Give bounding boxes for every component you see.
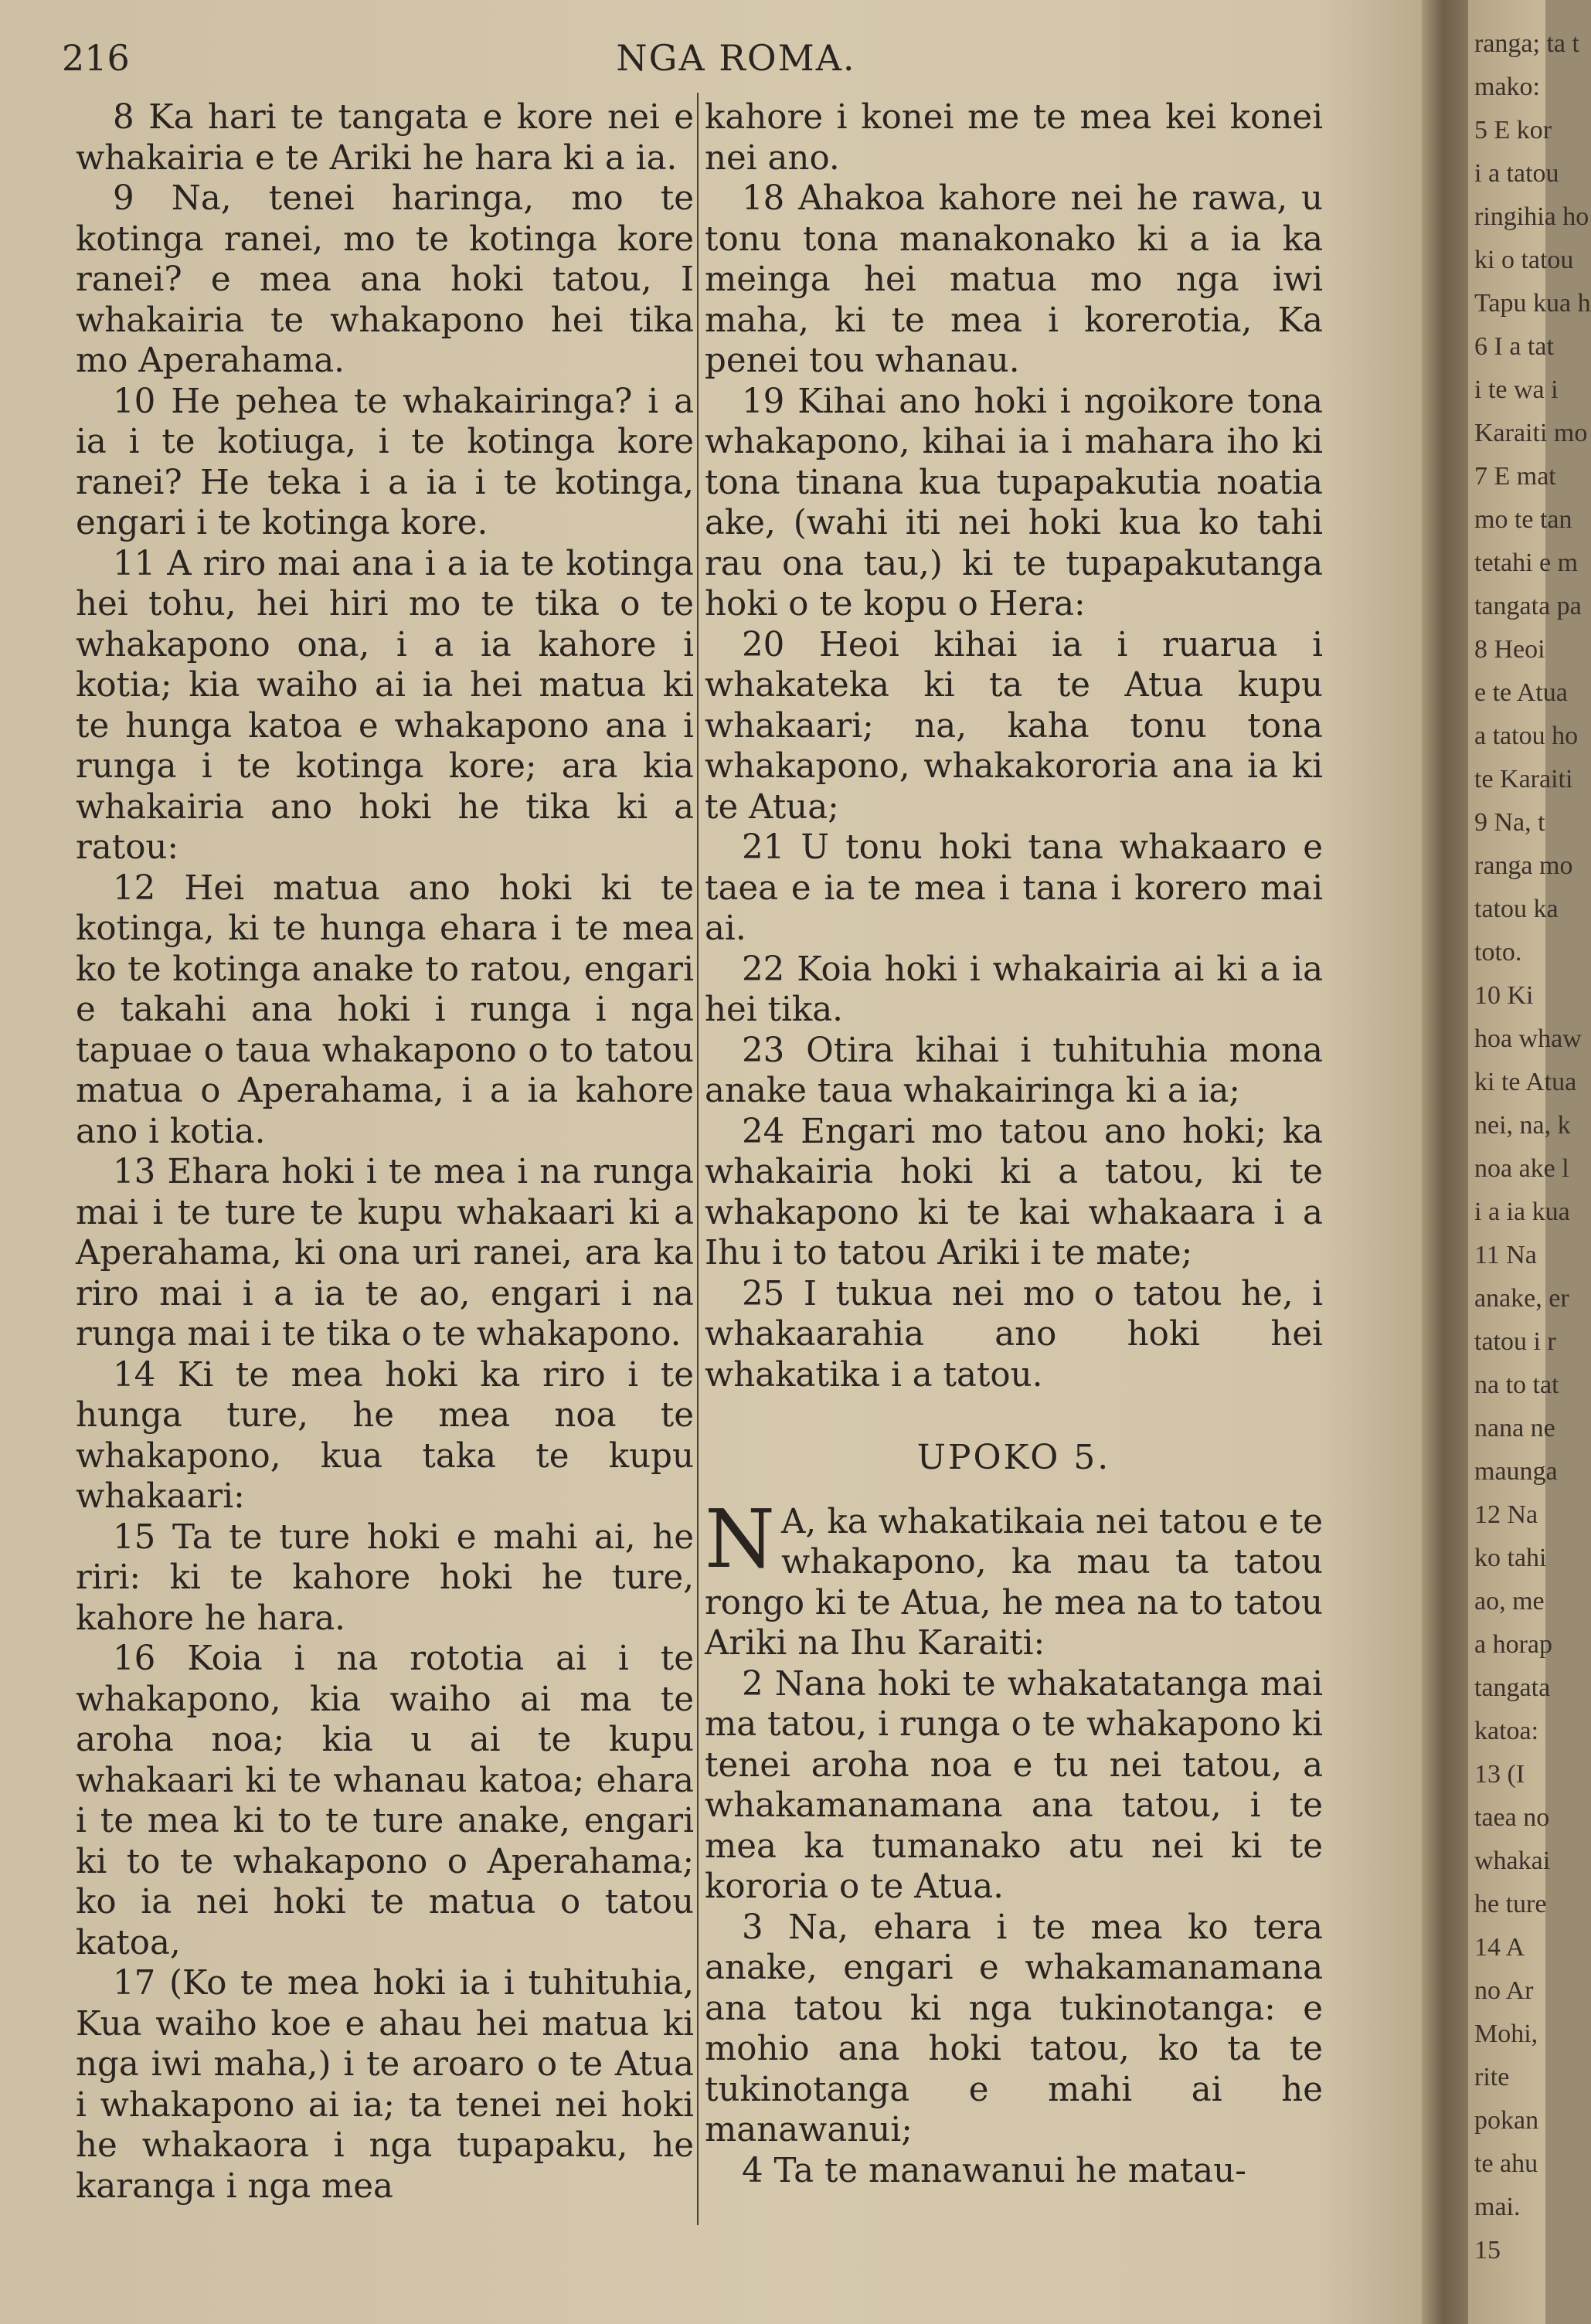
facing-page-fragment: anake, er <box>1474 1284 1569 1313</box>
chapter-opening-text: A, ka whakatikaia nei tatou e te whakapono, ka mau ta tatou rongo ki te Atua, he mea na to tatou Ariki na Ihu Karaiti: <box>705 1502 1323 1663</box>
facing-page-fragment: maunga <box>1474 1457 1558 1486</box>
facing-page-fragment: a tatou ho <box>1474 722 1579 750</box>
facing-page-fragment: Tapu kua h <box>1474 289 1591 318</box>
verse: 18 Ahakoa kahore nei he rawa, u tonu tona manakonako ki a ia ka meinga hei matua mo nga iwi maha, ki te mea i korerotia, Ka penei tou whanau. <box>705 179 1323 380</box>
verse: 13 Ehara hoki i te mea i na runga mai i te ture te kupu whakaari ki a Aperahama, ki ona uri ranei, ara ka riro mai i a ia te ao, engari i na runga mai i te tika o te whakapono. <box>76 1153 694 1354</box>
verse: 11 A riro mai ana i a ia te kotinga hei tohu, hei hiri mo te tika o te whakapono ona, i a ia kahore i kotia; kia waiho ai ia hei matua ki te hunga katoa e whakapono ana i runga i te kotinga kore; ara kia whakairia ano hoki he tika ki a ratou: <box>76 544 694 867</box>
verse: 2 Nana hoki te whakatatanga mai ma tatou, i runga o te whakapono ki tenei aroha noa e tu nei tatou, a whakamanamana ana tatou, i te mea ka tumanako atu nei ki te kororia o te Atua. <box>705 1664 1323 1906</box>
verse: 9 Na, tenei haringa, mo te kotinga ranei, mo te kotinga kore ranei? e mea ana hoki tatou, I whakairia te whakapono hei tika mo Aperahama. <box>76 179 694 380</box>
verse: 20 Heoi kihai ia i ruarua i whakateka ki ta te Atua kupu whakaari; na, kaha tonu tona whakapono, whakakororia ana ia ki te Atua; <box>705 625 1323 827</box>
verse: 22 Koia hoki i whakairia ai ki a ia hei tika. <box>705 950 1323 1029</box>
facing-page-fragment: no Ar <box>1474 1976 1534 2005</box>
facing-page-fragment: ki o tatou <box>1474 246 1574 274</box>
facing-page-fragment: 8 Heoi <box>1474 635 1545 664</box>
facing-page-fragment: Mohi, <box>1474 2020 1538 2048</box>
facing-page-fragment: ao, me <box>1474 1587 1545 1616</box>
facing-page-fragment: ranga mo <box>1474 851 1573 880</box>
page-number: 216 <box>62 37 130 79</box>
facing-page-fragment: noa ake l <box>1474 1154 1569 1183</box>
facing-page-fragment: i te wa i <box>1474 375 1559 404</box>
facing-page-fragment: ranga; ta t <box>1474 29 1579 58</box>
facing-page-fragment: whakai <box>1474 1847 1551 1875</box>
facing-page-fragment: 10 Ki <box>1474 981 1534 1010</box>
facing-page-fragment: toto. <box>1474 938 1522 967</box>
facing-page-fragment: 5 E kor <box>1474 116 1552 144</box>
facing-page-fragment: i a ia kua <box>1474 1198 1570 1226</box>
chapter-opening <box>705 1491 1323 1664</box>
page-header <box>62 37 1410 91</box>
right-column <box>705 97 1323 2191</box>
facing-page-fragment: nana ne <box>1474 1414 1555 1442</box>
left-column <box>76 97 694 2207</box>
facing-page-fragment: tangata <box>1474 1673 1551 1702</box>
facing-page-fragment: tatou i r <box>1474 1327 1556 1356</box>
facing-page-fragment: te Karaiti <box>1474 765 1573 793</box>
facing-page-fragment: ki te Atua <box>1474 1068 1577 1096</box>
facing-page-fragment: hoa whaw <box>1474 1024 1582 1053</box>
facing-page-fragment: 15 <box>1474 2236 1501 2265</box>
verse: 23 Otira kihai i tuhituhia mona anake taua whakairinga ki a ia; <box>705 1031 1323 1110</box>
facing-page-fragment: he ture <box>1474 1890 1547 1918</box>
facing-page-fragment: nei, na, k <box>1474 1111 1571 1140</box>
running-title: NGA ROMA. <box>616 37 856 79</box>
verse: 14 Ki te mea hoki ka riro i te hunga ture, he mea noa te whakapono, kua taka te kupu whakaari: <box>76 1355 694 1516</box>
facing-page-fragment: ko tahi <box>1474 1544 1547 1572</box>
facing-page-fragment: Karaiti mo <box>1474 419 1588 447</box>
verse: 19 Kihai ano hoki i ngoikore tona whakapono, kihai ia i mahara iho ki tona tinana kua tupapakutia noatia ake, (wahi iti nei hoki kua ko tahi rau ona tau,) ki te tupapakutanga hoki o te kopu o Hera: <box>705 382 1323 623</box>
facing-page-fragment: mako: <box>1474 73 1540 101</box>
chapter-heading: UPOKO 5. <box>916 1438 1111 1477</box>
verse: 25 I tukua nei mo o tatou he, i whakaarahia ano hoki hei whakatika i a tatou. <box>705 1274 1323 1395</box>
facing-page-fragment: a horap <box>1474 1630 1553 1659</box>
facing-page-fragment: tangata pa <box>1474 592 1582 620</box>
facing-page-fragment: mai. <box>1474 2193 1521 2221</box>
facing-page-fragment: rite <box>1474 2063 1510 2091</box>
verse: 15 Ta te ture hoki e mahi ai, he riri: ki te kahore hoki he ture, kahore he hara. <box>76 1517 694 1638</box>
facing-page-edge <box>1468 0 1591 2324</box>
facing-page-fragment: 14 A <box>1474 1933 1525 1962</box>
facing-page-fragment: 11 Na <box>1474 1241 1537 1269</box>
verse: 24 Engari mo tatou ano hoki; ka whakairia hoki ki a tatou, ki te whakapono ki te kai whakaara i a Ihu i to tatou Ariki i te mate; <box>705 1112 1323 1272</box>
verse: 17 (Ko te mea hoki ia i tuhituhia, Kua waiho koe e ahau hei matua ki nga iwi maha,) i te aroaro o te Atua i whakapono ai ia; ta tenei nei hoki he whakaora i nga tupapaku, he karanga i nga mea <box>76 1964 694 2206</box>
facing-page-fragment: na to tat <box>1474 1371 1559 1399</box>
facing-page-fragment: katoa: <box>1474 1717 1539 1745</box>
facing-page-fragment: mo te tan <box>1474 505 1572 534</box>
verse: 12 Hei matua ano hoki ki te kotinga, ki te hunga ehara i te mea ko te kotinga anake to ratou, engari e takahi ana hoki i runga i nga tapuae o taua whakapono o to tatou matua o Aperahama, i a ia kahore ano i kotia. <box>76 868 694 1151</box>
facing-page-fragment: 7 E mat <box>1474 462 1556 491</box>
verse: 8 Ka hari te tangata e kore nei e whakairia e te Ariki he hara ki a ia. <box>76 98 694 178</box>
verse: 16 Koia i na rototia ai i te whakapono, kia waiho ai ma te aroha noa; kia u ai te kupu whakaari ki te whanau katoa; ehara i te mea ki to te ture anake, engari ki to te whakapono o Aperahama; ko ia nei hoki te matua o tatou katoa, <box>76 1639 694 1962</box>
facing-page-fragment: tetahi e m <box>1474 549 1579 577</box>
facing-page-fragment: tatou ka <box>1474 895 1559 923</box>
column-divider <box>697 93 699 2225</box>
drop-cap: N <box>705 1491 775 1586</box>
facing-page-fragment: i a tatou <box>1474 159 1559 188</box>
verse: 3 Na, ehara i te mea ko tera anake, engari e whakamanamana ana tatou ki nga tukinotanga: e mohio ana hoki tatou, ko ta te tukinotanga e mahi ai he manawanui; <box>705 1908 1323 2149</box>
verse: 21 U tonu hoki tana whakaaro e taea e ia te mea i tana i korero mai ai. <box>705 828 1323 948</box>
facing-page-fragment: 6 I a tat <box>1474 332 1554 361</box>
facing-page-fragment: ringihia ho <box>1474 202 1589 231</box>
facing-page-fragment: pokan <box>1474 2106 1539 2135</box>
verse: 4 Ta te manawanui he matau- <box>742 2151 1246 2190</box>
facing-page-fragment: e te Atua <box>1474 678 1568 707</box>
facing-page-fragment: 9 Na, t <box>1474 808 1545 837</box>
verse-continuation: kahore i konei me te mea kei konei nei ano. <box>705 98 1323 178</box>
facing-page-fragment: taea no <box>1474 1803 1550 1832</box>
verse: 10 He pehea te whakairinga? i a ia i te kotiuga, i te kotinga kore ranei? He teka i a ia i te kotinga, engari i te kotinga kore. <box>76 382 694 542</box>
facing-page-fragment: 12 Na <box>1474 1500 1538 1529</box>
facing-page-fragment: 13 (I <box>1474 1760 1525 1789</box>
facing-page-fragment: te ahu <box>1474 2149 1538 2178</box>
